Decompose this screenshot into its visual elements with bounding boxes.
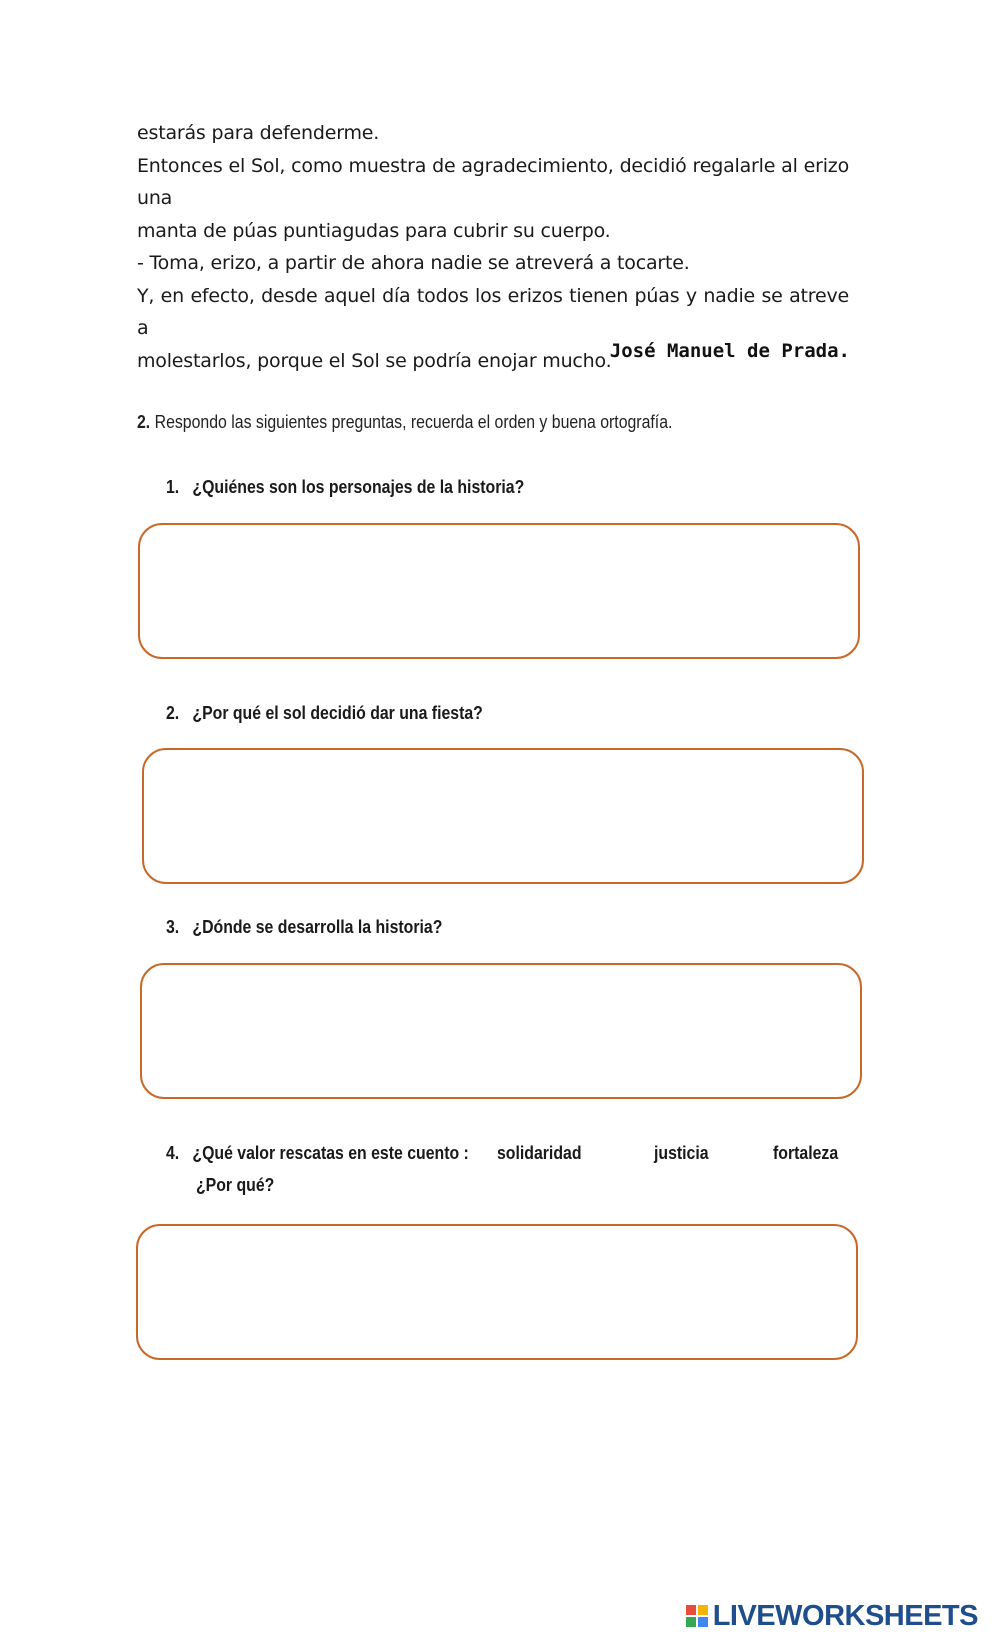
section-instruction — [137, 412, 672, 433]
question-text: ¿Por qué el sol decidió dar una fiesta? — [192, 703, 483, 723]
option-solidaridad[interactable]: solidaridad — [497, 1143, 582, 1163]
story-author: José Manuel de Prada. — [609, 340, 850, 362]
question-number: 4. — [166, 1143, 180, 1163]
story-line: manta de púas puntiagudas para cubrir su cuerpo. — [137, 219, 611, 242]
answer-box-3[interactable] — [140, 963, 862, 1099]
liveworksheets-logo — [686, 1600, 978, 1633]
question-2 — [166, 703, 483, 724]
question-text: ¿Quiénes son los personajes de la historia? — [192, 477, 525, 497]
answer-box-4[interactable] — [136, 1224, 858, 1360]
story-line: estarás para defenderme. — [137, 122, 380, 144]
question-4-followup: ¿Por qué? — [196, 1175, 275, 1195]
brand-name: LIVEWORKSHEETS — [712, 1600, 978, 1632]
answer-box-2[interactable] — [142, 748, 864, 884]
question-number: 2. — [166, 703, 180, 723]
section-number: 2. — [137, 412, 151, 432]
story-line: molestarlos, porque el Sol se podría enojar mucho. — [137, 349, 612, 372]
logo-grid-icon — [686, 1605, 710, 1629]
question-text: ¿Qué valor rescatas en este cuento : — [192, 1143, 469, 1163]
question-text: ¿Dónde se desarrolla la historia? — [192, 917, 443, 937]
question-1 — [166, 477, 524, 498]
option-justicia[interactable]: justicia — [654, 1143, 709, 1163]
story-line: - Toma, erizo, a partir de ahora nadie se atreverá a tocarte. — [137, 252, 690, 274]
question-4 — [166, 1143, 469, 1164]
question-number: 3. — [166, 917, 180, 937]
answer-box-1[interactable] — [138, 523, 860, 659]
option-fortaleza[interactable]: fortaleza — [773, 1143, 839, 1163]
instruction-text: Respondo las siguientes preguntas, recuerda el orden y buena ortografía. — [154, 412, 673, 432]
question-number: 1. — [166, 477, 180, 497]
story-line: Entonces el Sol, como muestra de agradecimiento, decidió regalarle al erizo una — [137, 154, 849, 209]
story-line: Y, en efecto, desde aquel día todos los erizos tienen púas y nadie se atreve a — [137, 284, 849, 339]
story-text — [137, 117, 849, 377]
question-3 — [166, 917, 442, 938]
